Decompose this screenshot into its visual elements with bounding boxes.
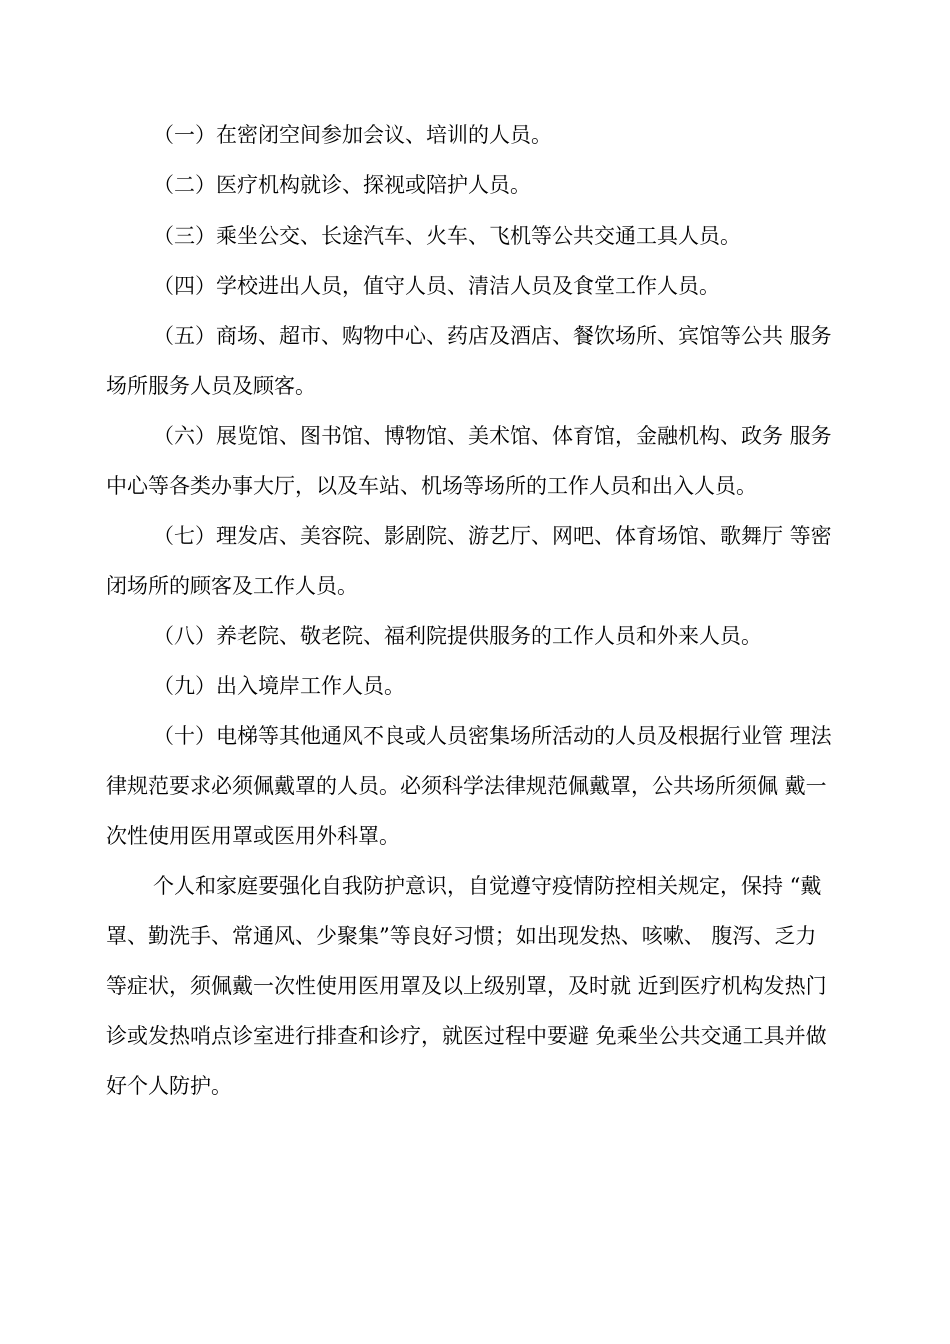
line-text: 个人和家庭要强化自我防护意识，自觉遵守疫情防控相关规定，保持 “戴 bbox=[153, 874, 822, 898]
line-text: （四）学校进出人员，值守人员、清洁人员及食堂工作人员。 bbox=[153, 274, 720, 298]
line-text: 等症状，须佩戴一次性使用医用罩及以上级别罩，及时就 近到医疗机构发热门 bbox=[106, 974, 827, 998]
line-text: （一）在密闭空间参加会议、培训的人员。 bbox=[153, 123, 552, 147]
line-text: 场所服务人员及顾客。 bbox=[106, 374, 316, 398]
line-text: 诊或发热哨点诊室进行排查和诊疗，就医过程中要避 免乘坐公共交通工具并做 bbox=[106, 1024, 827, 1048]
line-text: （七）理发店、美容院、影剧院、游艺厅、网吧、体育场馆、歌舞厅 等密 bbox=[153, 524, 832, 548]
line-text: （三）乘坐公交、长途汽车、火车、飞机等公共交通工具人员。 bbox=[153, 224, 741, 248]
line-text: 次性使用医用罩或医用外科罩。 bbox=[106, 824, 400, 848]
line-text: 律规范要求必须佩戴罩的人员。必须科学法律规范佩戴罩，公共场所须佩 戴一 bbox=[106, 774, 827, 798]
line-text: （六）展览馆、图书馆、博物馆、美术馆、体育馆，金融机构、政务 服务 bbox=[153, 424, 832, 448]
line-text: （五）商场、超市、购物中心、药店及酒店、餐饮场所、宾馆等公共 服务 bbox=[153, 324, 832, 348]
line-text: （八）养老院、敬老院、福利院提供服务的工作人员和外来人员。 bbox=[153, 624, 762, 648]
line-text: （九）出入境岸工作人员。 bbox=[153, 674, 405, 698]
line-text: 罩、勤洗手、常通风、少聚集”等良好习惯；如出现发热、咳嗽、 腹泻、乏力 bbox=[106, 924, 817, 948]
line-text: （二）医疗机构就诊、探视或陪护人员。 bbox=[153, 173, 531, 197]
line-text: 中心等各类办事大厅，以及车站、机场等场所的工作人员和出入人员。 bbox=[106, 474, 757, 498]
line-text: 闭场所的顾客及工作人员。 bbox=[106, 574, 358, 598]
line-text: 好个人防护。 bbox=[106, 1074, 232, 1098]
line-text: （十）电梯等其他通风不良或人员密集场所活动的人员及根据行业管 理法 bbox=[153, 724, 832, 748]
